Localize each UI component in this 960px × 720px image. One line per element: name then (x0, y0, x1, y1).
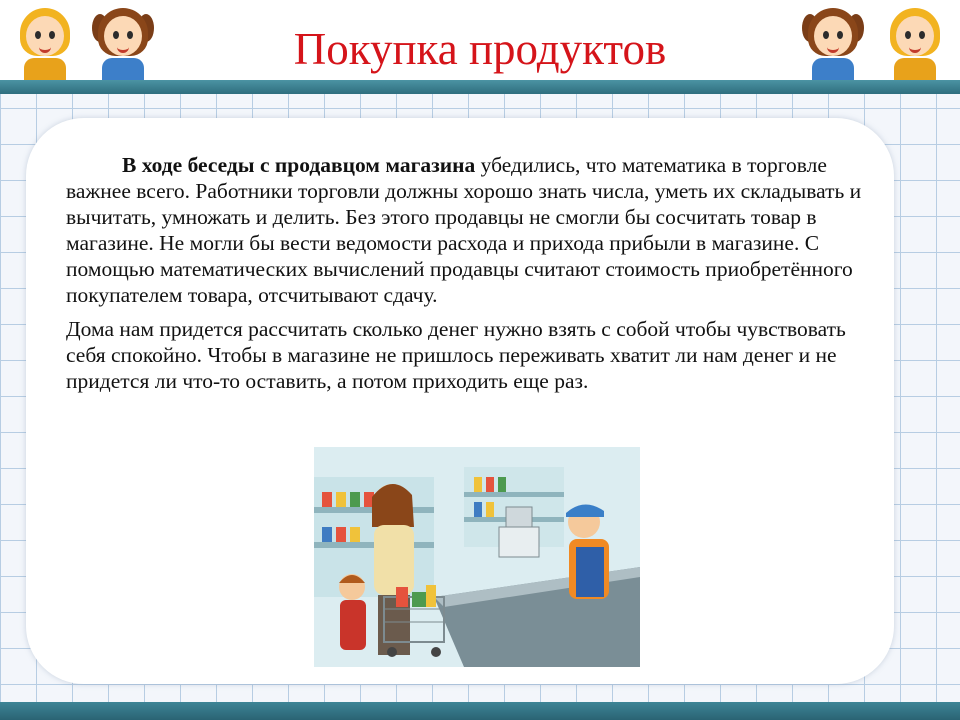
paragraph-1-bold: В ходе беседы с продавцом магазина (122, 153, 476, 177)
paragraph-1-rest: убедились, что математика в торговле важнее всего. Работники торговли должны хорошо знать числа, уметь их складывать и вычитать, умножать и делить. Без этого продавцы не смогли бы сосчитать товар в магазине. Не могли бы вести ведомости расхода и прихода прибыли в магазине. С помощью математических вычислений продавцы считают стоимость приобретённого покупателем товара, отсчитывают сдачу. (66, 153, 862, 307)
bottom-divider-band (0, 702, 960, 720)
slide-title: Покупка продуктов (293, 24, 667, 74)
supermarket-checkout-illustration (314, 447, 640, 667)
body-text (66, 152, 882, 402)
paragraph-2: Дома нам придется рассчитать сколько денег нужно взять с собой чтобы чувствовать себя спокойно. Чтобы в магазине не пришлось переживать хватит ли нам денег и не придется ли что-то оставить, а потом приходить еще раз. (66, 317, 846, 393)
top-divider-band (0, 80, 960, 94)
paragraph-1 (66, 152, 882, 308)
